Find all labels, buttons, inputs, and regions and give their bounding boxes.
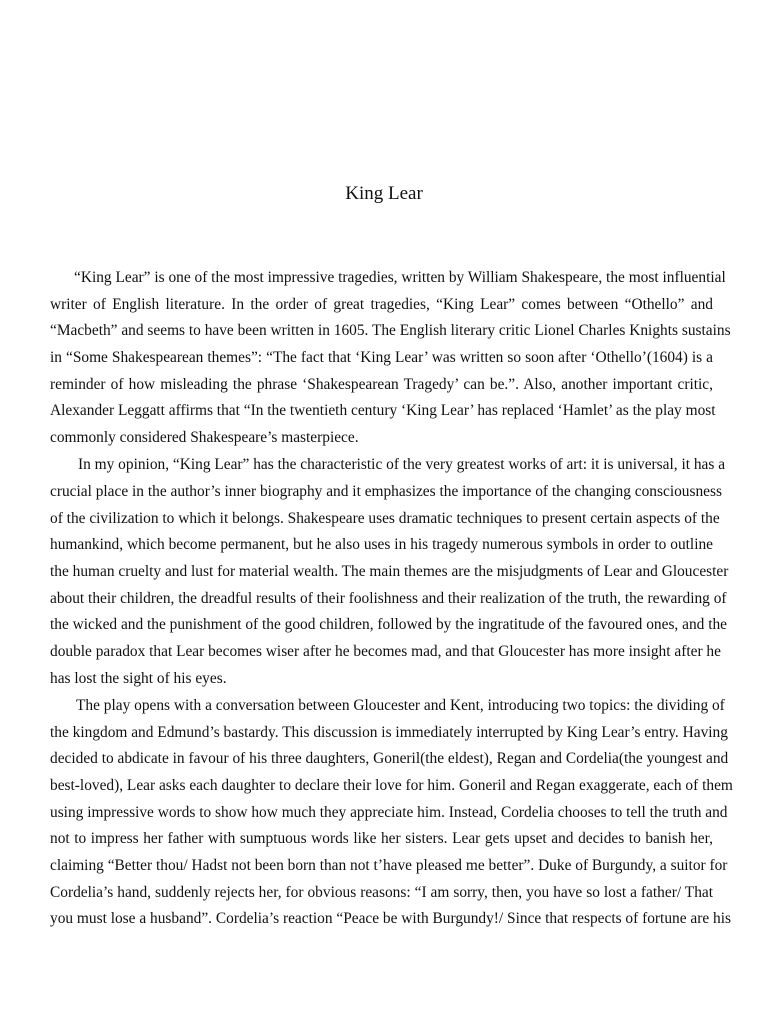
paragraph-1-line-7: commonly considered Shakespeare’s masterpiece.: [50, 429, 359, 446]
paragraph-3-line-6: not to impress her father with sumptuous words like her sisters. Lear gets upset and decides to banish her,: [50, 830, 713, 847]
paragraph-3-line-2: the kingdom and Edmund’s bastardy. This discussion is immediately interrupted by King Lear’s entry. Having: [50, 724, 728, 741]
paragraph-2-line-2: crucial place in the author’s inner biography and it emphasizes the importance of the changing consciousness: [50, 483, 722, 500]
paragraph-1-line-4: in “Some Shakespearean themes”: “The fact that ‘King Lear’ was written so soon after ‘Othello’(1604) is a: [50, 349, 713, 366]
paragraph-2-line-6: about their children, the dreadful results of their foolishness and their realization of the truth, the rewarding of: [50, 590, 727, 607]
paragraph-1-line-3: “Macbeth” and seems to have been written in 1605. The English literary critic Lionel Charles Knights sustains: [50, 322, 731, 339]
paragraph-3-line-8: Cordelia’s hand, suddenly rejects her, for obvious reasons: “I am sorry, then, you have so lost a father/ That: [50, 884, 713, 901]
paragraph-2-line-3: of the civilization to which it belongs. Shakespeare uses dramatic techniques to present certain aspects of the: [50, 510, 720, 527]
paragraph-2-line-8: double paradox that Lear becomes wiser after he becomes mad, and that Gloucester has more insight after he: [50, 643, 721, 660]
paragraph-1-line-6: Alexander Leggatt affirms that “In the twentieth century ‘King Lear’ has replaced ‘Hamlet’ as the play most: [50, 402, 716, 419]
paragraph-3-line-5: using impressive words to show how much they appreciate him. Instead, Cordelia chooses to tell the truth and: [50, 804, 728, 821]
paragraph-1-line-1: “King Lear” is one of the most impressive tragedies, written by William Shakespeare, the most influential: [74, 269, 726, 286]
paragraph-3-line-3: decided to abdicate in favour of his three daughters, Goneril(the eldest), Regan and Cordelia(the youngest and: [50, 750, 729, 767]
paragraph-2-line-7: the wicked and the punishment of the good children, followed by the ingratitude of the favoured ones, and the: [50, 616, 727, 633]
paragraph-2-line-5: the human cruelty and lust for material wealth. The main themes are the misjudgments of Lear and Gloucester: [50, 563, 729, 580]
paragraph-3-line-4: best-loved), Lear asks each daughter to declare their love for him. Goneril and Regan exaggerate, each of them: [50, 777, 733, 794]
paragraph-1-line-2: writer of English literature. In the order of great tragedies, “King Lear” comes between “Othello” and: [50, 296, 713, 313]
document-title: King Lear: [345, 183, 423, 204]
paragraph-2-line-1: In my opinion, “King Lear” has the characteristic of the very greatest works of art: it is universal, it has a: [78, 456, 726, 473]
paragraph-3-line-7: claiming “Better thou/ Hadst not been born than not t’have pleased me better”. Duke of Burgundy, a suitor for: [50, 857, 728, 874]
paragraph-1-line-5: reminder of how misleading the phrase ‘Shakespearean Tragedy’ can be.”. Also, another important critic,: [50, 376, 713, 393]
paragraph-3-line-1: The play opens with a conversation between Gloucester and Kent, introducing two topics: the dividing of: [76, 697, 725, 714]
paragraph-3-line-9: you must lose a husband”. Cordelia’s reaction “Peace be with Burgundy!/ Since that respects of fortune are his: [50, 910, 731, 927]
paragraph-2-line-9: has lost the sight of his eyes.: [50, 670, 227, 687]
paragraph-2-line-4: humankind, which become permanent, but he also uses in his tragedy numerous symbols in order to outline: [50, 536, 713, 553]
